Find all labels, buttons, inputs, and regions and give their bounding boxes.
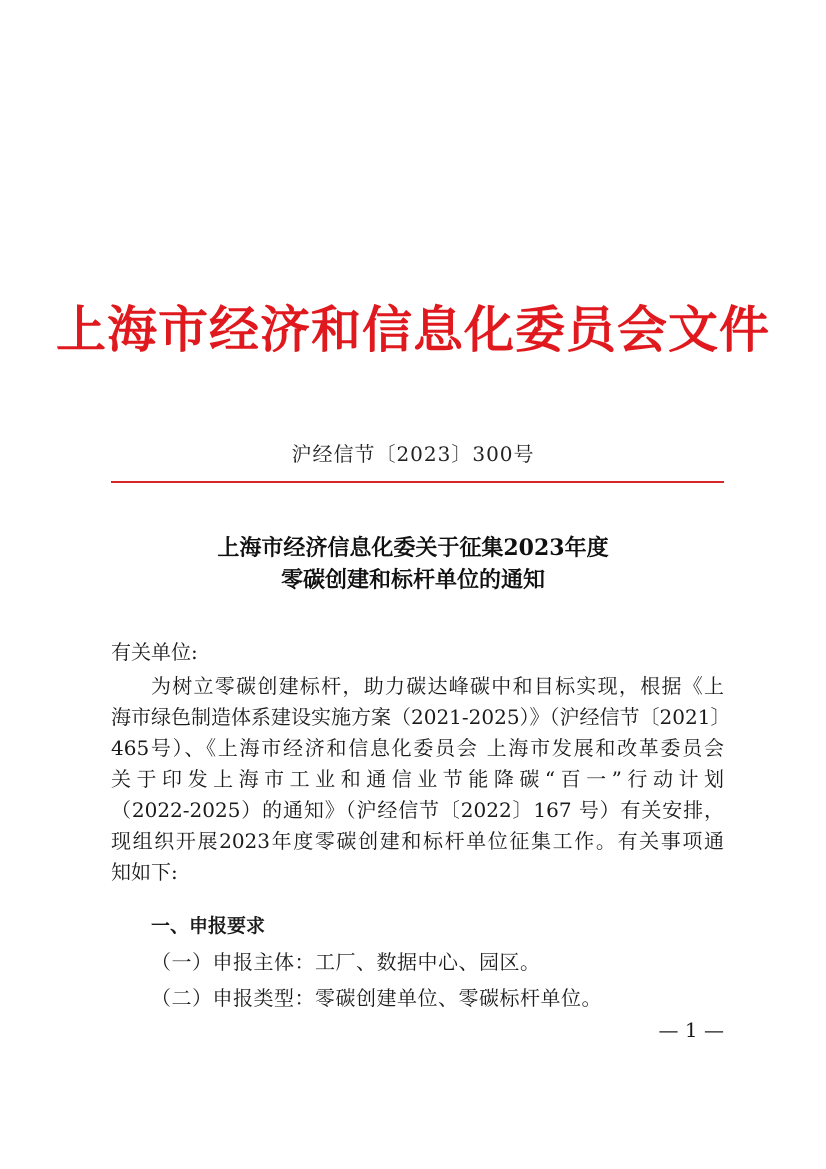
body-line: 现组织开展2023年度零碳创建和标杆单位征集工作。有关事项通 [111,829,724,853]
section-heading: 一、申报要求 [151,915,266,937]
body-line: 海市绿色制造体系建设实施方案（2021-2025）》（沪经信节〔2021〕 [111,705,731,729]
body-line: 关于印发上海市工业和通信业节能降碳“百一”行动计划 [111,767,724,791]
body-line: 为树立零碳创建标杆，助力碳达峰碳中和目标实现，根据《上 [151,674,724,698]
body-paragraph [111,671,731,888]
notice-title [0,532,826,596]
body-line: 知如下: [111,860,178,884]
body-line: （2022-2025）的通知》（沪经信节〔2022〕167 号）有关安排， [111,798,724,822]
body-line: 465号）、《上海市经济和信息化委员会 上海市发展和改革委员会 [111,736,724,760]
section-item: （二）申报类型：零碳创建单位、零碳标杆单位。 [151,986,602,1010]
section-item: （一）申报主体：工厂、数据中心、园区。 [151,950,541,974]
notice-title-line-2: 零碳创建和标杆单位的通知 [280,567,545,593]
salutation: 有关单位: [111,640,198,664]
red-divider [111,481,724,483]
issuer-header: 上海市经济和信息化委员会文件 [56,300,770,359]
notice-title-line-1: 上海市经济信息化委关于征集2023年度 [217,535,609,561]
page-number: — 1 — [658,1018,724,1042]
document-number: 沪经信节〔2023〕300号 [291,442,535,466]
